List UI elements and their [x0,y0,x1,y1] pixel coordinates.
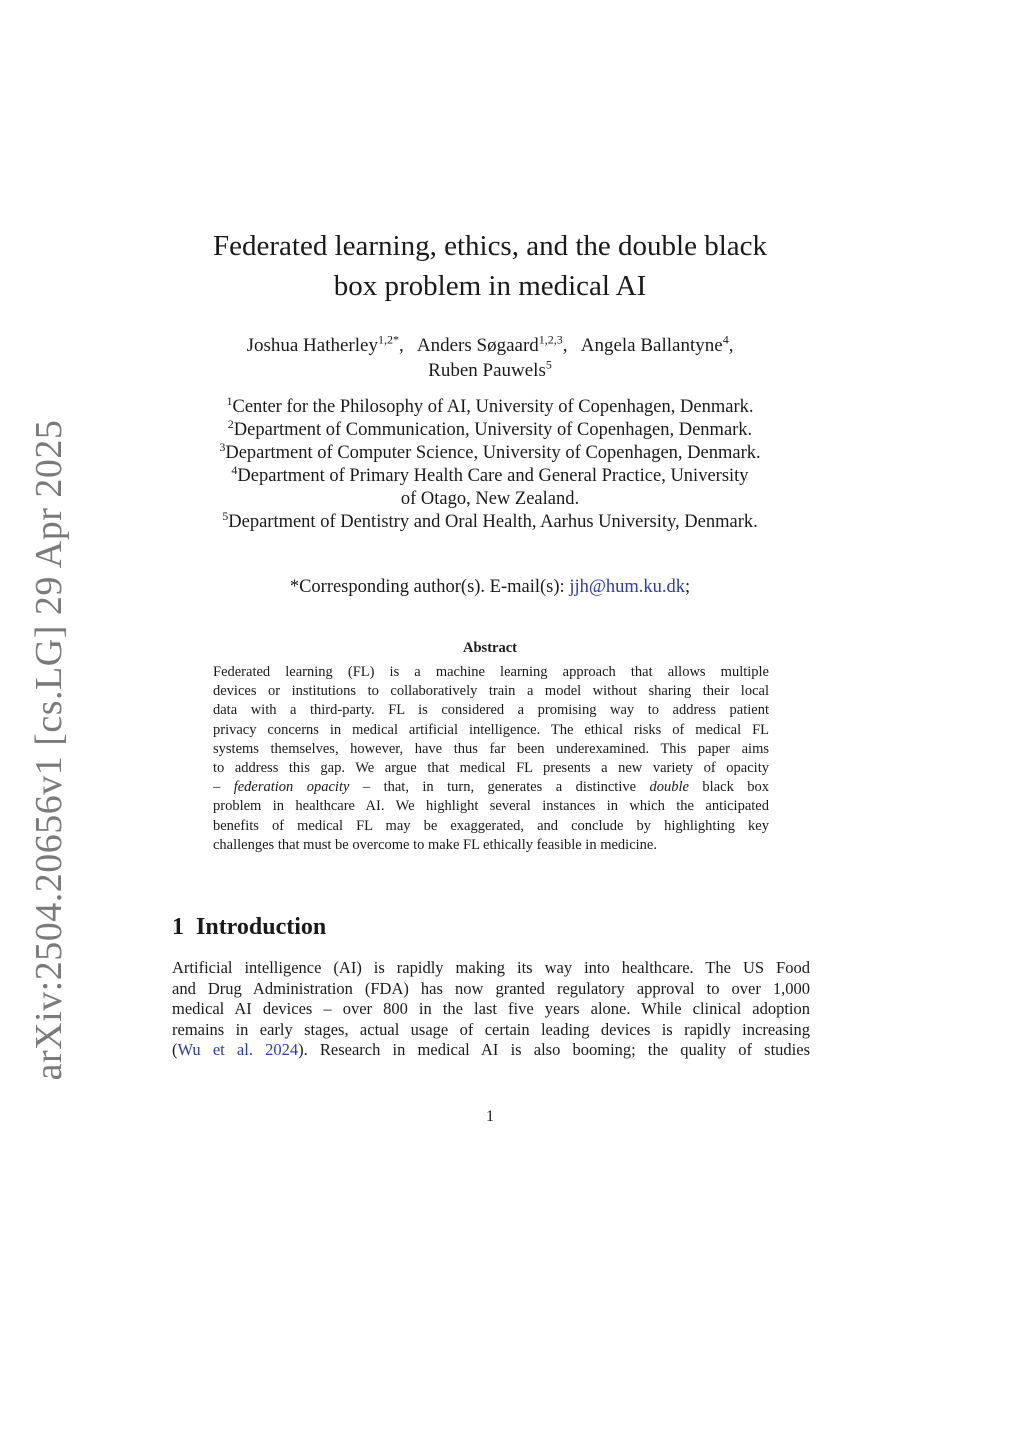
abstract-line: data with a third-party. FL is considered a promising way to address patient [213,702,769,719]
introduction-body [172,958,810,1061]
abstract-body [213,663,769,855]
abstract-line: to address this gap. We argue that medical FL presents a new variety of opacity [213,760,769,777]
body-line: medical AI devices – over 800 in the last five years alone. While clinical adoption [172,999,810,1019]
citation-link[interactable]: Wu et al. 2024 [177,1040,299,1060]
abstract-line: systems themselves, however, have thus far been underexamined. This paper aims [213,740,769,757]
abstract-line: Federated learning (FL) is a machine learning approach that allows multiple [213,664,769,680]
title-line: box problem in medical AI [333,270,647,302]
author: Anders Søgaard$^{1,2,3}$, [416,332,568,356]
section-number: 1 [172,914,184,940]
body-line: (Wu et al. 2024). Research in medical AI is also booming; the quality of studies [172,1040,810,1060]
author-line [160,358,820,383]
corresponding-suffix: ; [685,577,691,597]
affiliation-list [160,393,820,534]
abstract-term: federation opacity [233,779,350,796]
body-line: remains in early stages, actual usage of certain leading devices is rapidly increasing [172,1019,810,1039]
section-title: Introduction [196,914,327,940]
body-line: and Drug Administration (FDA) has now granted regulatory approval to over 1,000 [172,978,810,998]
page-number: 1 [486,1108,494,1125]
arxiv-identifier: arXiv:2504.20656v1 [cs.LG] 29 Apr 2025 [28,419,70,1081]
abstract-line: – federation opacity – that, in turn, generates a distinctive double black box [213,779,770,796]
abstract-line: problem in healthcare AI. We highlight several instances in which the anticipated [213,798,769,815]
title-line: Federated learning, ethics, and the double black [212,230,768,262]
corresponding-label: *Corresponding author(s). E-mail(s): [289,577,570,597]
affiliation: $^3$Department of Computer Science, University of Copenhagen, Denmark. [219,439,761,463]
affiliation: $^5$Department of Dentistry and Oral Health, Aarhus University, Denmark. [222,508,758,532]
abstract-line: privacy concerns in medical artificial intelligence. The ethical risks of medical FL [213,721,769,738]
abstract-line: challenges that must be overcome to make FL ethically feasible in medicine. [213,836,657,853]
email-link[interactable]: jjh@hum.ku.dk [569,577,686,597]
author: Joshua Hatherley$^{1,2*}$, [246,332,404,356]
affiliation: $^4$Department of Primary Health Care and General Practice, University [231,462,749,486]
affiliation: $^1$Center for the Philosophy of AI, University of Copenhagen, Denmark. [226,393,754,417]
author: Angela Ballantyne$^4$, [580,332,734,356]
abstract-emphasis: double [649,779,689,796]
author: Ruben Pauwels$^5$ [428,357,552,381]
author-list [160,333,820,383]
affiliation-continuation: of Otago, New Zealand. [400,489,580,509]
abstract-heading: Abstract [463,640,517,656]
body-line: Artificial intelligence (AI) is rapidly making its way into healthcare. The US Food [172,958,810,977]
author-line [160,333,820,358]
abstract-line: benefits of medical FL may be exaggerated, and conclude by highlighting key [213,817,769,834]
abstract-line: devices or institutions to collaboratively train a model without sharing their local [213,683,769,700]
corresponding-author [160,576,820,599]
affiliation: $^2$Department of Communication, University of Copenhagen, Denmark. [227,416,753,440]
section-heading-introduction [172,914,326,941]
paper-title [160,226,820,306]
